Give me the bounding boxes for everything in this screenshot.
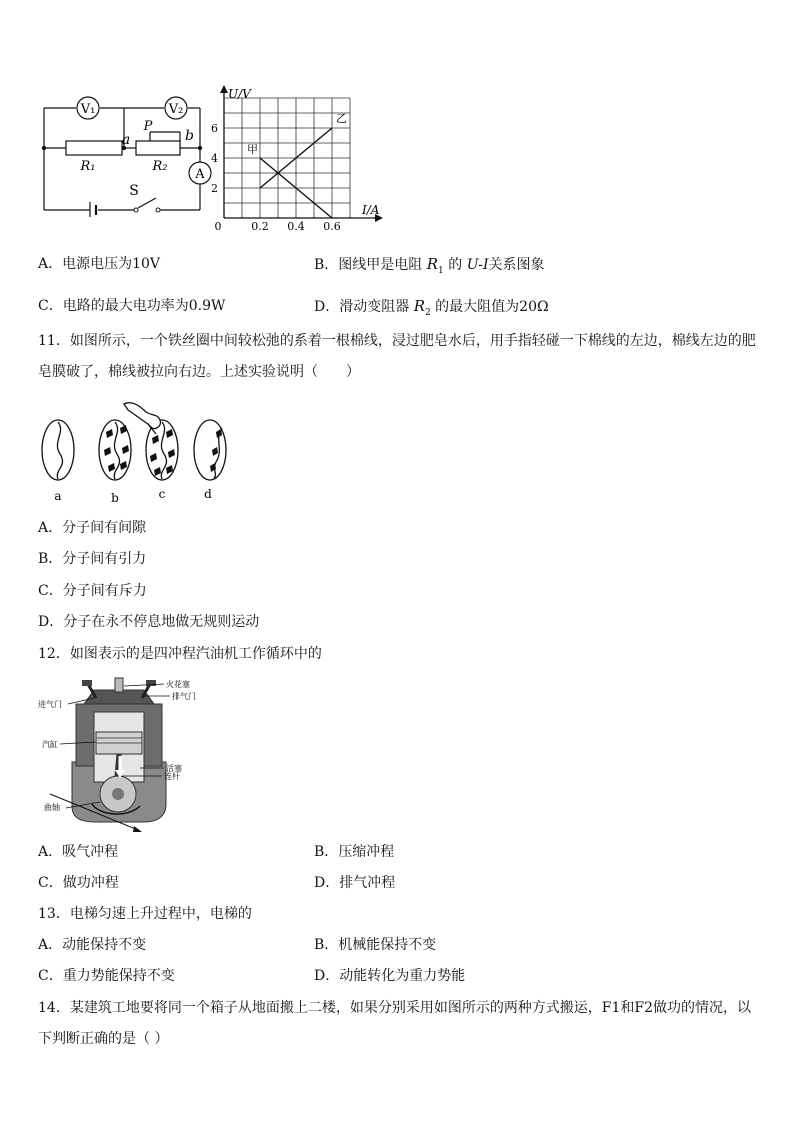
node-a-label: a (121, 132, 131, 148)
q12-option-d[interactable]: D．排气冲程 (314, 875, 396, 891)
r2-label: R₂ (152, 159, 168, 174)
r1-label: R₁ (80, 159, 96, 174)
q10-option-b-text-3: 关系图象 (488, 257, 545, 273)
q11-option-b[interactable]: B．分子间有引力 (38, 551, 147, 567)
x-tick-0.4: 0.4 (287, 220, 305, 233)
label-crankshaft: 曲轴 (44, 803, 60, 812)
label-spark-plug: 火花塞 (166, 680, 190, 689)
v2-label: V₂ (168, 102, 184, 117)
x-axis-label: I/A (362, 203, 380, 217)
fig-label-d: d (204, 487, 212, 501)
ammeter-label: A (195, 167, 205, 182)
q13-option-a[interactable]: A．动能保持不变 (38, 937, 147, 953)
fig-label-a: a (54, 489, 62, 503)
q11-option-a[interactable]: A．分子间有间隙 (38, 520, 147, 536)
q10-option-d[interactable] (314, 296, 549, 323)
r1-symbol: R (426, 255, 439, 273)
q12-option-c[interactable]: C．做功冲程 (38, 875, 119, 891)
q11-option-d[interactable]: D．分子在永不停息地做无规则运动 (38, 614, 260, 630)
q10-option-c[interactable]: C．电路的最大电功率为0.9W (38, 298, 226, 314)
r2-symbol: R (413, 297, 425, 315)
label-connecting-rod: 连杆 (164, 772, 180, 781)
ui-symbol: U-I (466, 257, 489, 273)
q10-option-d-text-2: 的最大阻值为20Ω (435, 299, 549, 315)
node-b-label: b (185, 128, 194, 144)
q11-stem-line2: 皂膜破了，棉线被拉向右边。上述实验说明（ ） (38, 364, 360, 380)
q12-option-b[interactable]: B．压缩冲程 (314, 844, 395, 860)
q14-stem-line2: 下判断正确的是（ ） (38, 1031, 169, 1047)
q12-option-a[interactable]: A．吸气冲程 (38, 844, 119, 860)
q10-option-b-text-2: 的 (448, 257, 463, 273)
v1-label: V₁ (80, 102, 96, 117)
q11-option-c[interactable]: C．分子间有斥力 (38, 583, 147, 599)
origin-label: 0 (214, 220, 222, 233)
y-tick-2: 2 (211, 182, 218, 195)
ui-graph (210, 84, 390, 234)
label-exhaust-valve: 排气门 (172, 692, 196, 701)
label-piston: 活塞 (166, 764, 182, 773)
q10-option-d-text: D．滑动变阻器 (314, 299, 410, 315)
y-tick-4: 4 (211, 152, 218, 165)
circuit-diagram (38, 92, 218, 217)
q10-option-b-text: B．图线甲是电阻 (314, 257, 423, 273)
label-cylinder: 汽缸 (42, 740, 58, 749)
q13-stem: 13．电梯匀速上升过程中，电梯的 (38, 906, 252, 922)
slider-p-label: P (143, 119, 153, 134)
y-tick-6: 6 (211, 122, 218, 135)
q14-stem-line1: 14．某建筑工地要将同一个箱子从地面搬上二楼，如果分别采用如图所示的两种方式搬运，F1和F2做功的情况，以 (38, 1000, 752, 1016)
q13-option-d[interactable]: D．动能转化为重力势能 (314, 968, 466, 984)
q13-option-b[interactable]: B．机械能保持不变 (314, 937, 437, 953)
fig-label-c: c (158, 487, 166, 501)
engine-figure (36, 676, 216, 834)
line-yi-label: 乙 (336, 112, 347, 125)
soap-film-figure (36, 398, 236, 508)
fig-label-b: b (111, 491, 119, 505)
switch-label: S (129, 183, 139, 199)
q10-option-b[interactable] (314, 254, 545, 281)
r2-subscript: 2 (424, 307, 431, 318)
x-tick-0.2: 0.2 (251, 220, 269, 233)
q10-option-a[interactable]: A．电源电压为10V (38, 256, 161, 272)
line-jia-label: 甲 (247, 143, 258, 156)
x-tick-0.6: 0.6 (323, 220, 341, 233)
r1-subscript: 1 (438, 265, 444, 276)
label-intake-valve: 进气门 (38, 700, 62, 709)
y-axis-label: U/V (228, 87, 251, 101)
q11-stem-line1: 11．如图所示，一个铁丝圈中间较松弛的系着一根棉线，浸过肥皂水后，用手指轻碰一下棉线的左边，棉线左边的肥 (38, 333, 756, 349)
q12-stem: 12．如图表示的是四冲程汽油机工作循环中的 (38, 646, 322, 662)
q13-option-c[interactable]: C．重力势能保持不变 (38, 968, 175, 984)
